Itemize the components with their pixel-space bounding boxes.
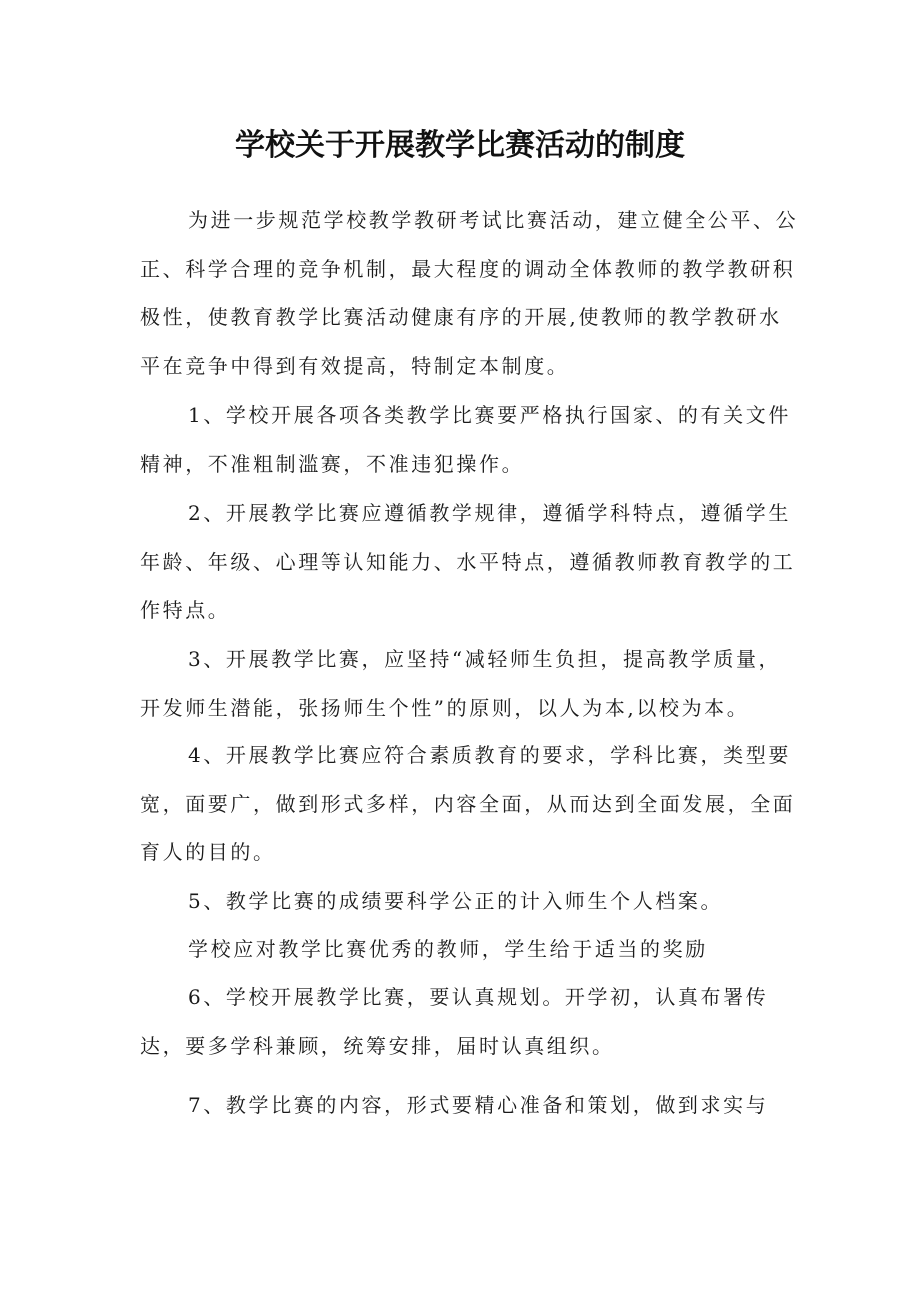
intro-paragraph: 为进一步规范学校教学教研考试比赛活动，建立健全公平、公正、科学合理的竞争机制，最大程度的调动全体教师的教学教研积极性，使教育教学比赛活动健康有序的开展,使教师的教学教研水平在竞争中得到有效提高，特制定本制度。 (140, 208, 799, 378)
rule-item-6: 6、学校开展教学比赛，要认真规划。开学初，认真布署传达，要多学科兼顾，统筹安排，届时认真组织。 (140, 985, 769, 1058)
rule-item-5: 5、教学比赛的成绩要科学公正的计入师生个人档案。 (188, 889, 724, 913)
rule-item-1: 1、学校开展各项各类教学比赛要严格执行国家、的有关文件精神，不准粗制滥赛，不准违犯操作。 (140, 403, 791, 476)
rule-item-2: 2、开展教学比赛应遵循教学规律，遵循学科特点，遵循学生年龄、年级、心理等认知能力、水平特点，遵循教师教育教学的工作特点。 (140, 501, 796, 622)
rule-item-7: 7、教学比赛的内容，形式要精心准备和策划，做到求实与 (188, 1093, 769, 1117)
rule-item-4: 4、开展教学比赛应符合素质教育的要求，学科比赛，类型要宽，面要广，做到形式多样，内容全面，从而达到全面发展，全面育人的目的。 (140, 743, 796, 864)
document-title: 学校关于开展教学比赛活动的制度 (235, 128, 685, 163)
rule-item-3: 3、开展教学比赛，应坚持“减轻师生负担，提高教学质量，开发师生潜能，张扬师生个性”的原则，以人为本,以校为本。 (140, 647, 782, 720)
reward-paragraph: 学校应对教学比赛优秀的教师，学生给于适当的奖励 (188, 937, 708, 961)
